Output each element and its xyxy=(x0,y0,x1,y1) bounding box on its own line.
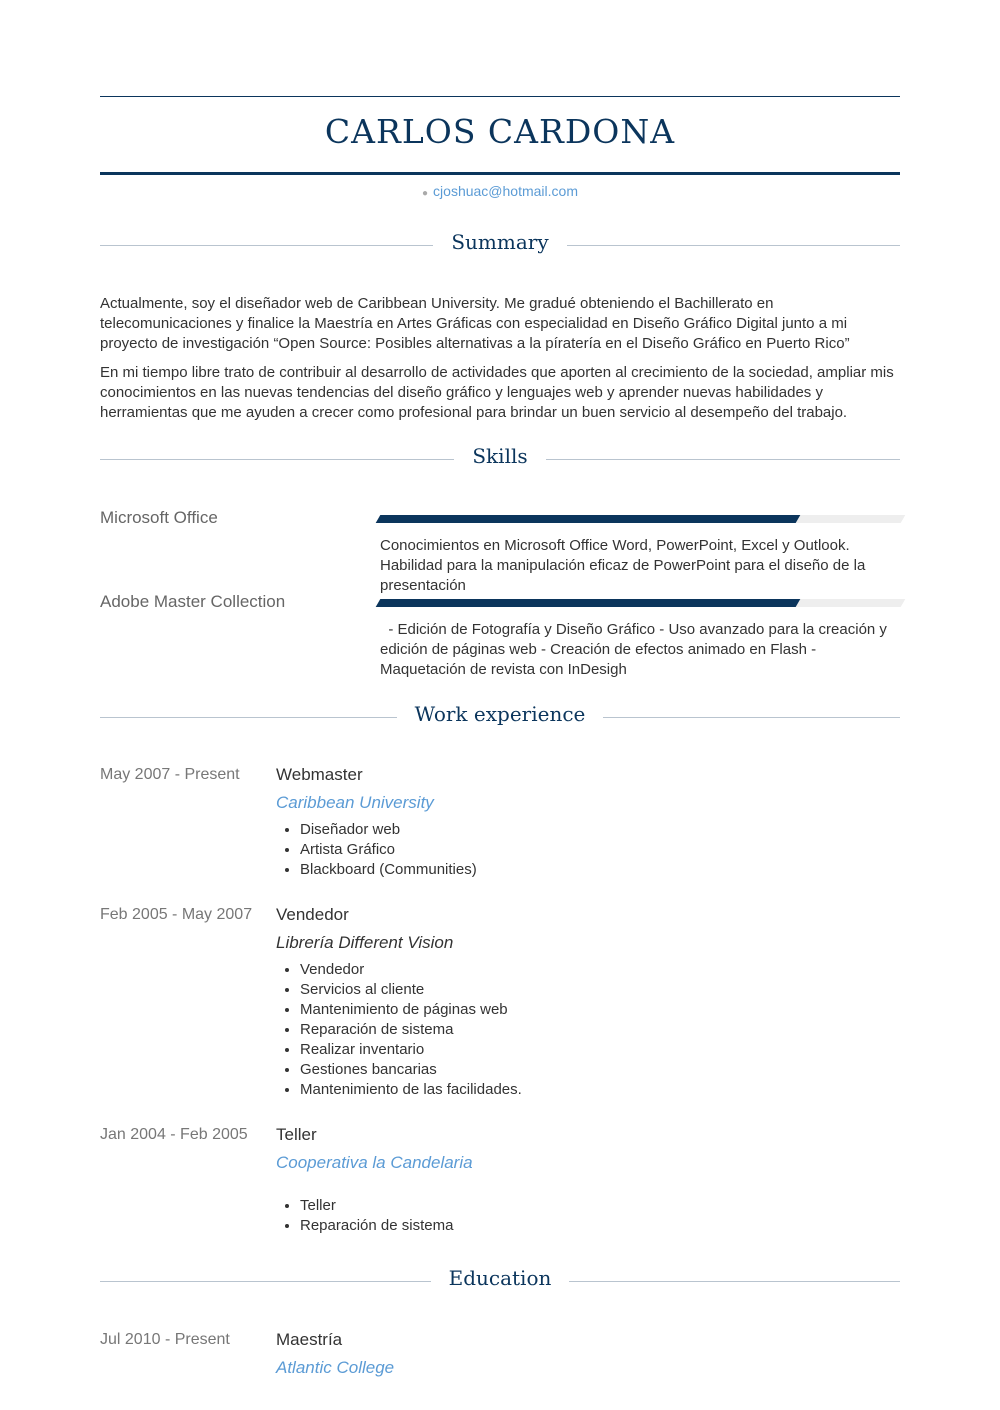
work-heading xyxy=(100,702,900,732)
job-date: Feb 2005 - May 2007 xyxy=(100,906,253,923)
header-top-rule xyxy=(100,96,900,97)
list-item: • Servicios al cliente xyxy=(300,980,522,1000)
job-duties xyxy=(276,960,522,1100)
skills-title: Skills xyxy=(454,444,545,468)
summary-heading xyxy=(100,230,900,260)
degree-title: Maestría xyxy=(276,1330,343,1349)
company-link[interactable]: Caribbean University xyxy=(276,793,434,812)
contact-line xyxy=(100,183,900,199)
skill-name: Microsoft Office xyxy=(100,508,218,527)
candidate-name: CARLOS CARDONA xyxy=(324,112,676,151)
bullet-dot-icon: ● xyxy=(422,188,429,199)
list-item: • Diseñador web xyxy=(300,820,477,840)
list-item: • Teller xyxy=(300,1196,453,1216)
education-title: Education xyxy=(431,1266,570,1290)
job-duties xyxy=(276,1196,453,1236)
skill-name: Adobe Master Collection xyxy=(100,592,286,611)
list-item: • Vendedor xyxy=(300,960,522,980)
education-heading xyxy=(100,1266,900,1296)
list-item: • Blackboard (Communities) xyxy=(300,860,477,880)
list-item: • Reparación de sistema xyxy=(300,1020,522,1040)
skill-level-bar xyxy=(376,599,906,607)
list-item: • Gestiones bancarias xyxy=(300,1060,522,1080)
job-date: May 2007 - Present xyxy=(100,766,240,783)
skills-heading xyxy=(100,444,900,474)
job-title: Webmaster xyxy=(276,765,363,784)
job-title: Teller xyxy=(276,1125,317,1144)
summary-paragraph-1: Actualmente, soy el diseñador web de Caribbean University. Me gradué obteniendo el Bachillerato en telecomunicaciones y finalice la Maestría en Artes Gráficas con especialidad en Diseño Gráfico Digital junto a mi proyecto de investigación “Open Source: Posibles alternativas a la píratería en el Diseño Gráfico en Puerto Rico” xyxy=(100,295,850,352)
email-link[interactable]: cjoshuac@hotmail.com xyxy=(433,183,578,199)
education-date: Jul 2010 - Present xyxy=(100,1331,230,1348)
list-item: • Realizar inventario xyxy=(300,1040,522,1060)
job-duties xyxy=(276,820,477,880)
skill-description: Conocimientos en Microsoft Office Word, PowerPoint, Excel y Outlook. Habilidad para la manipulación eficaz de PowerPoint para el diseño de la presentación xyxy=(380,537,866,594)
summary-paragraph-2: En mi tiempo libre trato de contribuir al desarrollo de actividades que aporten al crecimiento de la sociedad, ampliar mis conocimientos en las nuevas tendencias del diseño gráfico y lenguajes web y aprender nuevas habilidades y herramientas que me ayuden a crecer como profesional para brindar un buen servicio al desempeño del trabajo. xyxy=(100,364,894,421)
list-item: • Artista Gráfico xyxy=(300,840,477,860)
skill-level-bar xyxy=(376,515,906,523)
summary-body xyxy=(100,294,900,423)
skill-description: - Edición de Fotografía y Diseño Gráfico - Uso avanzado para la creación y edición de páginas web - Creación de efectos animado en Flash - Maquetación de revista con InDesigh xyxy=(380,621,892,678)
skill-level-fill xyxy=(376,599,801,607)
work-title: Work experience xyxy=(397,702,604,726)
list-item: • Mantenimiento de páginas web xyxy=(300,1000,522,1020)
company-link[interactable]: Cooperativa la Candelaria xyxy=(276,1153,473,1172)
skill-level-fill xyxy=(376,515,801,523)
header-bottom-rule xyxy=(100,172,900,175)
list-item: • Reparación de sistema xyxy=(300,1216,453,1236)
job-title: Vendedor xyxy=(276,905,349,924)
school-link[interactable]: Atlantic College xyxy=(276,1358,395,1377)
list-item: • Mantenimiento de las facilidades. xyxy=(300,1080,522,1100)
summary-title: Summary xyxy=(433,230,566,254)
job-date: Jan 2004 - Feb 2005 xyxy=(100,1126,248,1143)
company-name: Librería Different Vision xyxy=(276,933,454,952)
